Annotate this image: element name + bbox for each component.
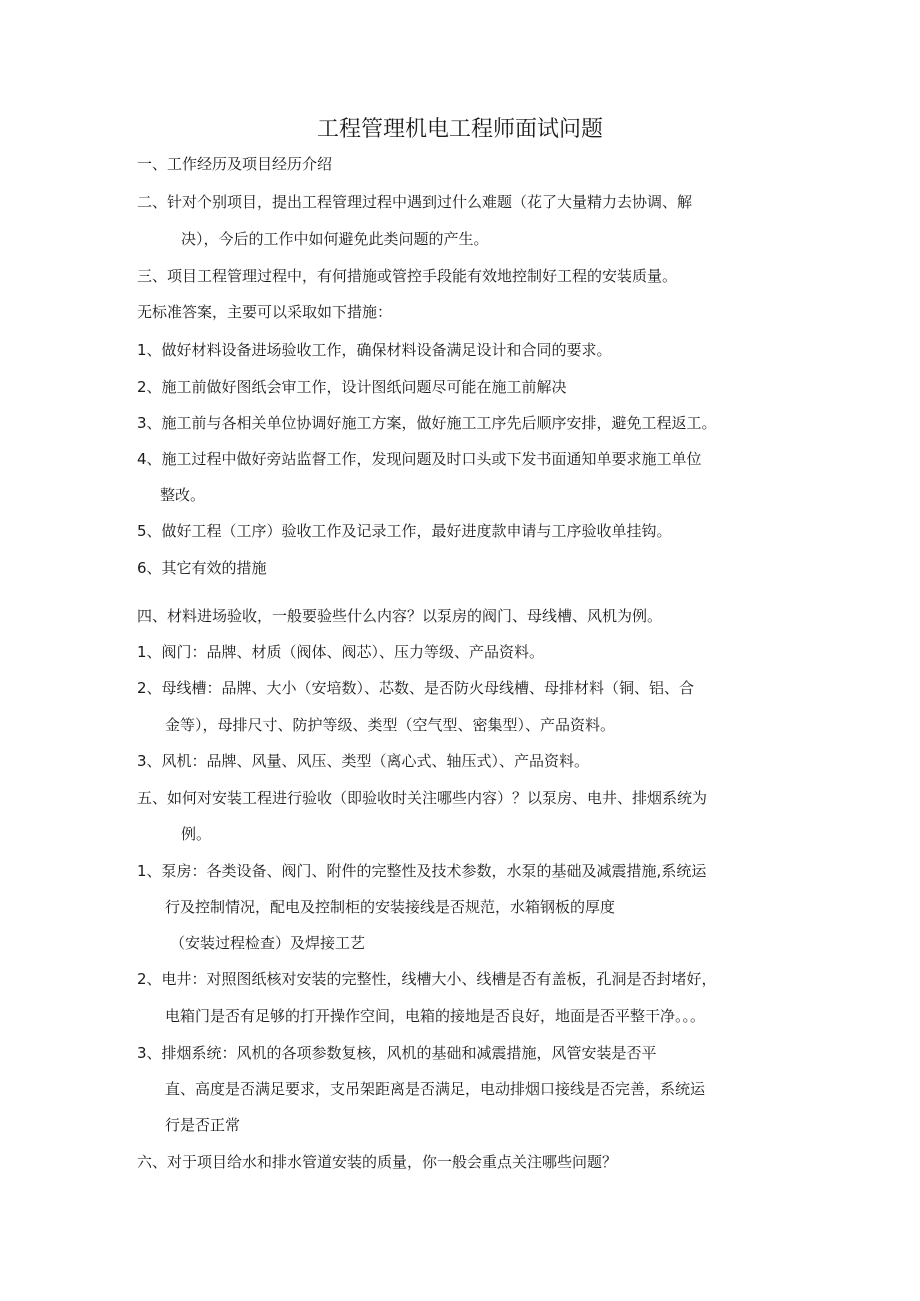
- section-heading-6: 六、对于项目给水和排水管道安装的质量，你一般会重点关注哪些问题？: [137, 1153, 618, 1171]
- section-heading-2: 二、针对个别项目，提出工程管理过程中遇到过什么难题（花了大量精力去协调、解: [137, 193, 693, 211]
- list-item: 2、施工前做好图纸会审工作，设计图纸问题尽可能在施工前解决: [137, 378, 567, 396]
- list-item: 4、施工过程中做好旁站监督工作，发现问题及时口头或下发书面通知单要求施工单位: [137, 450, 702, 468]
- list-item-cont: 金等），母排尺寸、防护等级、类型（空气型、密集型）、产品资料。: [165, 716, 616, 734]
- list-item: 1、阀门：品牌、材质（阀体、阀芯）、压力等级、产品资料。: [137, 643, 545, 661]
- section-heading-1: 一、工作经历及项目经历介绍: [137, 155, 333, 173]
- list-item: 3、排烟系统：风机的各项参数复核，风机的基础和减震措施，风管安装是否平: [137, 1044, 657, 1062]
- section-heading-5-cont: 例。: [181, 825, 212, 843]
- list-item: 5、做好工程（工序）验收工作及记录工作，最好进度款申请与工序验收单挂钩。: [137, 522, 672, 540]
- list-item: 2、母线槽：品牌、大小（安培数）、芯数、是否防火母线槽、母排材料（铜、铝、合: [137, 679, 695, 697]
- list-item-cont: 行是否正常: [165, 1116, 241, 1134]
- list-item-cont: 整改。: [160, 486, 206, 504]
- section-heading-4: 四、材料进场验收，一般要验些什么内容？以泵房的阀门、母线槽、风机为例。: [137, 607, 663, 625]
- section-heading-5: 五、如何对安装工程进行验收（即验收时关注哪些内容）？以泵房、电井、排烟系统为: [137, 789, 708, 807]
- list-item: 1、做好材料设备进场验收工作，确保材料设备满足设计和合同的要求。: [137, 341, 612, 359]
- list-item-cont: （安装过程检查）及焊接工艺: [170, 934, 366, 952]
- list-item: 2、电井：对照图纸核对安装的完整性，线槽大小、线槽是否有盖板，孔洞是否封堵好，: [137, 970, 717, 988]
- list-item: 1、泵房：各类设备、阀门、附件的完整性及技术参数，水泵的基础及减震措施,系统运: [137, 862, 707, 880]
- list-item-cont: 电箱门是否有足够的打开操作空间，电箱的接地是否良好，地面是否平整干净。。。: [165, 1007, 706, 1025]
- list-item: 3、施工前与各相关单位协调好施工方案，做好施工工序先后顺序安排，避免工程返工。: [137, 414, 717, 432]
- list-item: 3、风机：品牌、风量、风压、类型（离心式、轴压式）、产品资料。: [137, 752, 590, 770]
- list-item-cont: 直、高度是否满足要求，支吊架距离是否满足，电动排烟口接线是否完善，系统运: [165, 1080, 706, 1098]
- list-item: 6、其它有效的措施: [137, 559, 267, 577]
- paragraph-intro: 无标准答案，主要可以采取如下措施：: [137, 303, 393, 321]
- page-title: 工程管理机电工程师面试问题: [316, 117, 603, 142]
- section-heading-3: 三、项目工程管理过程中，有何措施或管控手段能有效地控制好工程的安装质量。: [137, 267, 678, 285]
- section-heading-2-cont: 决），今后的工作中如何避免此类问题的产生。: [181, 230, 489, 248]
- list-item-cont: 行及控制情况，配电及控制柜的安装接线是否规范，水箱钢板的厚度: [165, 898, 616, 916]
